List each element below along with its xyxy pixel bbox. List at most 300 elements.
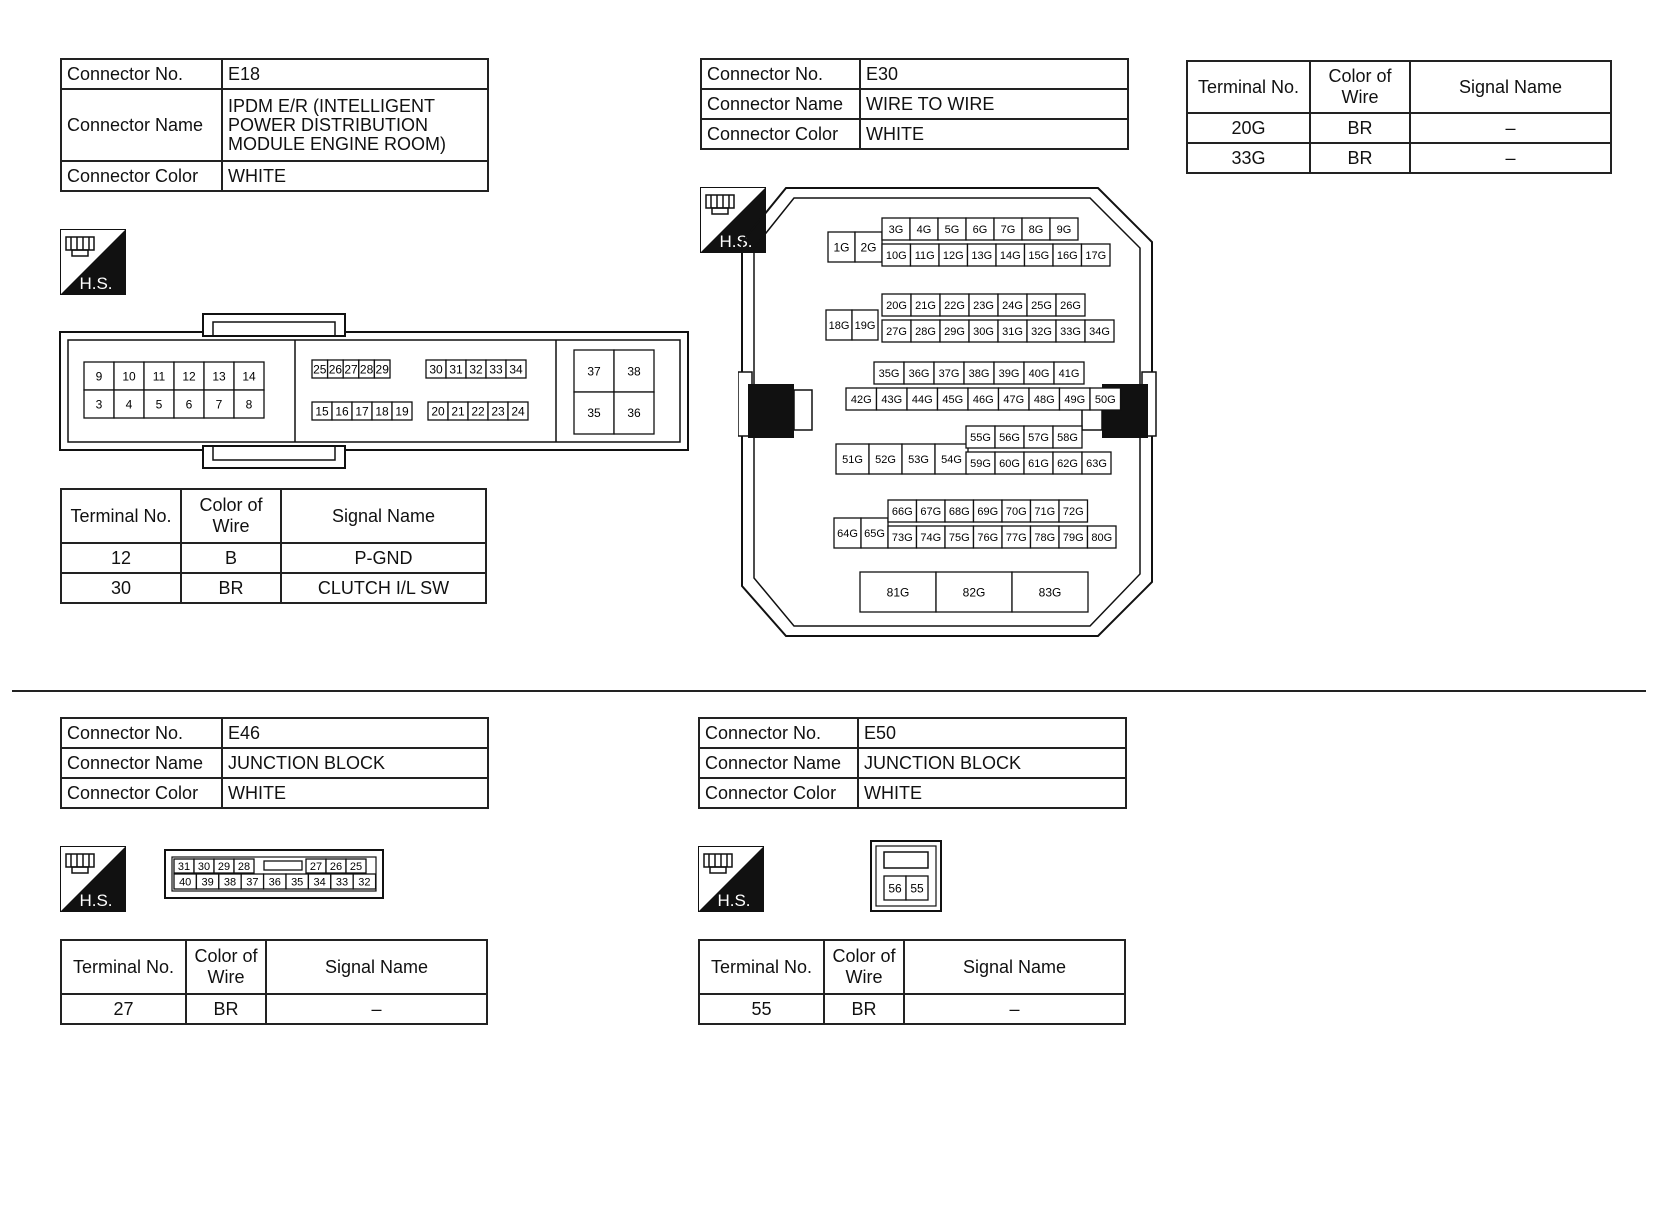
terminal-pin-label: 82G bbox=[962, 585, 986, 600]
terminal-pin-label: 36G bbox=[908, 367, 930, 380]
wire-color-cell: BR bbox=[824, 994, 904, 1024]
e18-terminal-table bbox=[60, 488, 487, 604]
terminal-pin-label: 34G bbox=[1089, 325, 1110, 338]
terminal-pin-label: 21 bbox=[451, 404, 465, 419]
terminal-pin bbox=[328, 360, 344, 378]
signal-name-header: Signal Name bbox=[281, 489, 486, 543]
terminal-no-header: Terminal No. bbox=[61, 940, 186, 994]
terminal-pin bbox=[353, 874, 375, 889]
terminal-pin-label: 26 bbox=[328, 362, 343, 377]
terminal-pin-label: 32 bbox=[469, 362, 483, 377]
terminal-pin bbox=[468, 402, 488, 420]
terminal-pin-label: 18G bbox=[828, 319, 850, 332]
terminal-pin bbox=[938, 218, 966, 240]
terminal-pin bbox=[938, 388, 969, 410]
signal-name-cell: P-GND bbox=[281, 543, 486, 573]
terminal-pin-label: 73G bbox=[891, 531, 913, 544]
terminal-pin bbox=[204, 390, 234, 418]
wire-color-cell: BR bbox=[1310, 113, 1410, 143]
terminal-no-header: Terminal No. bbox=[1187, 61, 1310, 113]
terminal-pin bbox=[995, 452, 1024, 474]
connector-color-value: WHITE bbox=[858, 778, 1126, 808]
terminal-pin bbox=[1059, 526, 1088, 548]
terminal-pin bbox=[286, 874, 308, 889]
terminal-pin bbox=[1082, 244, 1111, 266]
terminal-pin bbox=[869, 444, 902, 474]
e30-terminal-table bbox=[1186, 60, 1612, 174]
terminal-pin-label: 33 bbox=[335, 876, 349, 889]
terminal-pin bbox=[234, 362, 264, 390]
terminal-pin bbox=[1053, 452, 1082, 474]
terminal-pin bbox=[968, 244, 997, 266]
terminal-pin bbox=[968, 388, 999, 410]
terminal-pin-label: 30 bbox=[197, 860, 211, 873]
terminal-pin bbox=[994, 362, 1024, 384]
terminal-pin bbox=[214, 859, 234, 873]
terminal-pin-label: 7G bbox=[1000, 223, 1016, 236]
terminal-pin-label: 13 bbox=[212, 369, 226, 384]
color-of-wire-line: Color of bbox=[1328, 66, 1392, 86]
terminal-pin bbox=[936, 572, 1012, 612]
terminal-pin-label: 38 bbox=[627, 364, 641, 379]
terminal-pin-label: 33 bbox=[489, 362, 503, 377]
connector-name-label: Connector Name bbox=[61, 748, 222, 778]
terminal-pin bbox=[939, 244, 968, 266]
terminal-pin-label: 29G bbox=[944, 325, 965, 338]
terminal-pin-label: 3 bbox=[95, 397, 103, 412]
color-of-wire-header bbox=[1310, 61, 1410, 113]
terminal-pin bbox=[114, 390, 144, 418]
terminal-pin-label: 44G bbox=[911, 393, 933, 406]
connector-no-label: Connector No. bbox=[701, 59, 860, 89]
terminal-pin-label: 35G bbox=[878, 367, 900, 380]
signal-name-header: Signal Name bbox=[904, 940, 1125, 994]
terminal-pin bbox=[1031, 526, 1060, 548]
terminal-pin-label: 40 bbox=[179, 876, 192, 889]
terminal-pin bbox=[332, 402, 352, 420]
terminal-pin-label: 12 bbox=[182, 369, 196, 384]
terminal-pin-label: 33G bbox=[1060, 325, 1081, 338]
terminal-pin bbox=[966, 218, 994, 240]
table-row bbox=[61, 994, 487, 1024]
terminal-pin-label: 53G bbox=[908, 453, 929, 466]
table-row bbox=[61, 543, 486, 573]
connector-color-value: WHITE bbox=[860, 119, 1128, 149]
terminal-pin-label: 27 bbox=[344, 362, 358, 377]
terminal-pin-label: 71G bbox=[1034, 505, 1056, 518]
terminal-pin-label: 56 bbox=[888, 881, 902, 896]
connector-no-value: E30 bbox=[860, 59, 1128, 89]
terminal-pin bbox=[974, 526, 1003, 548]
terminal-pin bbox=[241, 874, 263, 889]
terminal-pin-label: 43G bbox=[881, 393, 903, 406]
terminal-pin bbox=[1090, 388, 1121, 410]
terminal-pin-label: 35 bbox=[291, 876, 304, 889]
terminal-pin bbox=[1024, 426, 1053, 448]
terminal-pin bbox=[1054, 362, 1084, 384]
terminal-pin-label: 4G bbox=[916, 223, 932, 236]
hs-label: H.S. bbox=[79, 891, 113, 910]
terminal-pin bbox=[506, 360, 526, 378]
terminal-pin bbox=[1059, 500, 1088, 522]
terminal-pin-label: 34 bbox=[509, 362, 523, 377]
terminal-pin-label: 50G bbox=[1094, 393, 1116, 406]
terminal-pin-label: 24 bbox=[511, 404, 525, 419]
terminal-pin-label: 19G bbox=[854, 319, 876, 332]
terminal-no-header: Terminal No. bbox=[699, 940, 824, 994]
terminal-no-cell: 55 bbox=[699, 994, 824, 1024]
terminal-no-cell: 12 bbox=[61, 543, 181, 573]
terminal-pin bbox=[996, 244, 1025, 266]
terminal-pin bbox=[828, 232, 855, 262]
terminal-pin-label: 3G bbox=[888, 223, 904, 236]
connector-color-value: WHITE bbox=[222, 778, 488, 808]
terminal-pin-label: 61G bbox=[1028, 457, 1049, 470]
terminal-pin bbox=[326, 859, 346, 873]
terminal-pin bbox=[934, 362, 964, 384]
terminal-no-cell: 30 bbox=[61, 573, 181, 603]
terminal-pin-label: 39G bbox=[998, 367, 1020, 380]
terminal-pin-label: 21G bbox=[915, 299, 936, 312]
terminal-pin-label: 5 bbox=[155, 397, 163, 412]
terminal-pin-label: 28 bbox=[237, 860, 251, 873]
terminal-pin bbox=[836, 444, 869, 474]
terminal-pin-label: 17 bbox=[355, 404, 369, 419]
signal-name-cell: – bbox=[1410, 143, 1611, 173]
color-of-wire-line: Color of bbox=[194, 946, 258, 966]
terminal-pin bbox=[860, 572, 936, 612]
table-row bbox=[699, 994, 1125, 1024]
terminal-pin bbox=[446, 360, 466, 378]
e30-info-table bbox=[700, 58, 1129, 150]
terminal-pin-label: 67G bbox=[920, 505, 942, 518]
terminal-pin-label: 60G bbox=[999, 457, 1020, 470]
terminal-pin bbox=[174, 390, 204, 418]
connector-name-label: Connector Name bbox=[61, 89, 222, 161]
terminal-pin-label: 13G bbox=[971, 249, 993, 262]
terminal-pin-label: 2G bbox=[860, 240, 877, 255]
terminal-pin-label: 41G bbox=[1058, 367, 1080, 380]
terminal-pin bbox=[144, 390, 174, 418]
terminal-pin-label: 16 bbox=[335, 404, 349, 419]
signal-name-cell: – bbox=[1410, 113, 1611, 143]
terminal-pin bbox=[834, 518, 861, 548]
connector-no-value: E46 bbox=[222, 718, 488, 748]
terminal-pin bbox=[911, 294, 940, 316]
terminal-pin bbox=[1025, 244, 1054, 266]
latch-slot bbox=[264, 861, 302, 870]
terminal-pin-label: 46G bbox=[972, 393, 994, 406]
terminal-pin-label: 75G bbox=[948, 531, 970, 544]
terminal-pin-label: 72G bbox=[1062, 505, 1084, 518]
connector-name-value bbox=[222, 89, 488, 161]
terminal-pin-label: 83G bbox=[1038, 585, 1062, 600]
terminal-pin-label: 51G bbox=[842, 453, 863, 466]
terminal-pin-label: 45G bbox=[942, 393, 964, 406]
terminal-pin-label: 28G bbox=[915, 325, 936, 338]
terminal-pin-label: 68G bbox=[948, 505, 970, 518]
terminal-pin bbox=[1012, 572, 1088, 612]
terminal-pin bbox=[352, 402, 372, 420]
color-of-wire-line: Wire bbox=[207, 967, 245, 987]
terminal-pin bbox=[907, 388, 938, 410]
terminal-pin bbox=[331, 874, 353, 889]
terminal-pin-label: 6 bbox=[185, 397, 193, 412]
terminal-pin-label: 23G bbox=[973, 299, 994, 312]
terminal-pin bbox=[882, 244, 911, 266]
terminal-pin bbox=[84, 362, 114, 390]
terminal-pin bbox=[306, 859, 326, 873]
terminal-pin-label: 28 bbox=[359, 362, 374, 377]
terminal-pin-label: 9G bbox=[1056, 223, 1072, 236]
terminal-pin-label: 25 bbox=[349, 860, 363, 873]
terminal-pin-label: 69G bbox=[977, 505, 999, 518]
terminal-pin-label: 18 bbox=[375, 404, 389, 419]
color-of-wire-line: Color of bbox=[832, 946, 896, 966]
terminal-pin bbox=[614, 350, 654, 392]
terminal-pin-label: 59G bbox=[970, 457, 991, 470]
terminal-pin bbox=[308, 874, 330, 889]
wire-color-cell: B bbox=[181, 543, 281, 573]
terminal-pin-label: 15G bbox=[1028, 249, 1050, 262]
terminal-pin-label: 42G bbox=[850, 393, 872, 406]
terminal-pin bbox=[994, 218, 1022, 240]
terminal-pin bbox=[998, 320, 1027, 342]
terminal-pin bbox=[945, 526, 974, 548]
terminal-pin bbox=[234, 390, 264, 418]
terminal-pin-label: 35 bbox=[587, 406, 601, 420]
terminal-pin-label: 38G bbox=[968, 367, 990, 380]
connector-color-label: Connector Color bbox=[61, 778, 222, 808]
terminal-pin-label: 10 bbox=[122, 369, 136, 384]
terminal-no-cell: 27 bbox=[61, 994, 186, 1024]
terminal-pin-label: 63G bbox=[1086, 457, 1107, 470]
terminal-pin bbox=[614, 392, 654, 434]
connector-no-value: E50 bbox=[858, 718, 1126, 748]
terminal-pin-label: 55G bbox=[970, 431, 991, 444]
terminal-pin bbox=[574, 350, 614, 392]
terminal-pin-label: 17G bbox=[1085, 249, 1107, 262]
terminal-pin-label: 11G bbox=[914, 249, 935, 262]
terminal-pin bbox=[1056, 294, 1085, 316]
terminal-pin bbox=[1002, 500, 1031, 522]
terminal-pin bbox=[874, 362, 904, 384]
terminal-pin bbox=[1060, 388, 1091, 410]
terminal-pin bbox=[882, 294, 911, 316]
terminal-pin-label: 76G bbox=[977, 531, 999, 544]
terminal-pin-label: 77G bbox=[1005, 531, 1027, 544]
terminal-pin-label: 9 bbox=[95, 369, 103, 384]
wire-color-cell: BR bbox=[1310, 143, 1410, 173]
terminal-pin-label: 79G bbox=[1062, 531, 1084, 544]
connector-name-value: JUNCTION BLOCK bbox=[222, 748, 488, 778]
terminal-pin-label: 66G bbox=[891, 505, 913, 518]
connector-color-value: WHITE bbox=[222, 161, 488, 191]
terminal-pin-label: 54G bbox=[941, 453, 962, 466]
terminal-pin bbox=[1002, 526, 1031, 548]
terminal-pin-label: 15 bbox=[315, 404, 329, 419]
terminal-pin-label: 37G bbox=[938, 367, 960, 380]
section-divider bbox=[12, 690, 1646, 692]
terminal-pin-label: 31 bbox=[177, 860, 191, 873]
terminal-pin bbox=[1022, 218, 1050, 240]
terminal-pin bbox=[488, 402, 508, 420]
terminal-pin bbox=[1024, 452, 1053, 474]
signal-name-cell: – bbox=[904, 994, 1125, 1024]
terminal-pin bbox=[1027, 320, 1056, 342]
terminal-pin-label: 78G bbox=[1034, 531, 1056, 544]
terminal-pin bbox=[888, 526, 917, 548]
terminal-pin bbox=[995, 426, 1024, 448]
color-of-wire-line: Wire bbox=[1341, 87, 1379, 107]
terminal-pin bbox=[966, 426, 995, 448]
terminal-pin-label: 22G bbox=[944, 299, 965, 312]
terminal-pin bbox=[196, 874, 218, 889]
terminal-pin-label: 48G bbox=[1033, 393, 1055, 406]
terminal-pin-label: 31 bbox=[449, 362, 463, 377]
e46-terminal-table bbox=[60, 939, 488, 1025]
table-row bbox=[1187, 113, 1611, 143]
color-of-wire-header bbox=[824, 940, 904, 994]
terminal-pin-label: 29 bbox=[217, 860, 231, 873]
terminal-pin bbox=[174, 859, 194, 873]
terminal-pin-label: 26G bbox=[1060, 299, 1081, 312]
terminal-pin-label: 25 bbox=[313, 362, 327, 377]
terminal-pin-label: 22 bbox=[471, 404, 485, 419]
color-of-wire-line: Wire bbox=[212, 516, 250, 536]
terminal-pin bbox=[372, 402, 392, 420]
terminal-pin-label: 38 bbox=[223, 876, 237, 889]
terminal-pin bbox=[312, 402, 332, 420]
connector-name-value: JUNCTION BLOCK bbox=[858, 748, 1126, 778]
terminal-pin-label: 55 bbox=[910, 881, 924, 896]
terminal-pin-label: 40G bbox=[1028, 367, 1050, 380]
terminal-pin bbox=[466, 360, 486, 378]
terminal-pin bbox=[448, 402, 468, 420]
terminal-pin bbox=[906, 876, 928, 900]
terminal-pin bbox=[1085, 320, 1114, 342]
terminal-pin bbox=[902, 444, 935, 474]
e30-connector-face bbox=[738, 186, 1202, 638]
terminal-pin bbox=[392, 402, 412, 420]
terminal-pin-label: 27 bbox=[309, 860, 323, 873]
terminal-pin-label: 52G bbox=[875, 453, 896, 466]
e18-info-table bbox=[60, 58, 489, 192]
wire-color-cell: BR bbox=[186, 994, 266, 1024]
terminal-pin-label: 32G bbox=[1031, 325, 1052, 338]
terminal-pin-label: 64G bbox=[837, 527, 858, 540]
terminal-pin-label: 70G bbox=[1005, 505, 1027, 518]
terminal-pin-label: 19 bbox=[395, 404, 409, 419]
terminal-pin bbox=[1056, 320, 1085, 342]
hs-label: H.S. bbox=[79, 274, 113, 293]
terminal-pin bbox=[174, 874, 196, 889]
e18-connector-face bbox=[58, 310, 692, 472]
signal-name-header: Signal Name bbox=[266, 940, 487, 994]
connector-name-line: IPDM E/R (INTELLIGENT bbox=[228, 95, 436, 116]
terminal-pin bbox=[917, 526, 946, 548]
terminal-pin bbox=[426, 360, 446, 378]
connector-name-line: MODULE ENGINE ROOM) bbox=[228, 133, 447, 154]
terminal-pin bbox=[1082, 452, 1111, 474]
terminal-pin bbox=[428, 402, 448, 420]
signal-name-cell: CLUTCH I/L SW bbox=[281, 573, 486, 603]
terminal-pin-label: 57G bbox=[1028, 431, 1049, 444]
terminal-pin bbox=[1053, 426, 1082, 448]
connector-no-label: Connector No. bbox=[61, 59, 222, 89]
terminal-pin-label: 10G bbox=[885, 249, 907, 262]
terminal-pin-label: 20G bbox=[886, 299, 907, 312]
terminal-pin bbox=[1029, 388, 1060, 410]
terminal-pin-label: 34 bbox=[313, 876, 326, 889]
wire-color-cell: BR bbox=[181, 573, 281, 603]
terminal-pin-label: 1G bbox=[833, 240, 850, 255]
terminal-pin-label: 8G bbox=[1028, 223, 1044, 236]
terminal-pin-label: 5G bbox=[944, 223, 960, 236]
e46-connector-face bbox=[164, 849, 384, 901]
color-of-wire-header bbox=[186, 940, 266, 994]
terminal-pin bbox=[974, 500, 1003, 522]
terminal-pin-label: 36 bbox=[627, 406, 641, 420]
terminal-pin-label: 24G bbox=[1002, 299, 1023, 312]
terminal-pin-label: 47G bbox=[1003, 393, 1025, 406]
terminal-pin-label: 4 bbox=[125, 397, 133, 412]
terminal-pin bbox=[964, 362, 994, 384]
terminal-pin bbox=[846, 388, 877, 410]
terminal-pin bbox=[1088, 526, 1117, 548]
terminal-pin bbox=[359, 360, 375, 378]
terminal-pin bbox=[343, 360, 359, 378]
terminal-no-header: Terminal No. bbox=[61, 489, 181, 543]
terminal-pin bbox=[940, 294, 969, 316]
terminal-pin-label: 37 bbox=[587, 364, 601, 379]
terminal-pin bbox=[969, 320, 998, 342]
hs-label: H.S. bbox=[717, 891, 751, 910]
terminal-pin bbox=[374, 360, 390, 378]
connector-name-label: Connector Name bbox=[701, 89, 860, 119]
terminal-pin-label: 20 bbox=[431, 404, 445, 419]
terminal-pin bbox=[935, 444, 968, 474]
terminal-pin bbox=[574, 392, 614, 434]
terminal-pin-label: 27G bbox=[886, 325, 907, 338]
terminal-pin bbox=[194, 859, 214, 873]
hs-badge-icon bbox=[60, 229, 126, 295]
terminal-pin bbox=[1050, 218, 1078, 240]
terminal-pin bbox=[940, 320, 969, 342]
hs-label: H.S. bbox=[719, 232, 753, 251]
terminal-pin-label: 7 bbox=[215, 397, 223, 412]
terminal-pin-label: 65G bbox=[864, 527, 885, 540]
terminal-pin bbox=[204, 362, 234, 390]
terminal-pin-label: 26 bbox=[329, 860, 343, 873]
terminal-pin-label: 12G bbox=[942, 249, 964, 262]
terminal-pin-label: 30 bbox=[429, 362, 443, 377]
terminal-pin bbox=[911, 244, 940, 266]
terminal-pin bbox=[144, 362, 174, 390]
terminal-pin bbox=[966, 452, 995, 474]
terminal-no-cell: 20G bbox=[1187, 113, 1310, 143]
terminal-pin bbox=[861, 518, 888, 548]
terminal-pin bbox=[219, 874, 241, 889]
terminal-pin-label: 6G bbox=[972, 223, 988, 236]
terminal-pin-label: 14 bbox=[242, 369, 256, 384]
connector-name-line: POWER DISTRIBUTION bbox=[228, 114, 429, 135]
color-of-wire-line: Color of bbox=[199, 495, 263, 515]
color-of-wire-header bbox=[181, 489, 281, 543]
connector-name-label: Connector Name bbox=[699, 748, 858, 778]
connector-no-value: E18 bbox=[222, 59, 488, 89]
connector-color-label: Connector Color bbox=[61, 161, 222, 191]
